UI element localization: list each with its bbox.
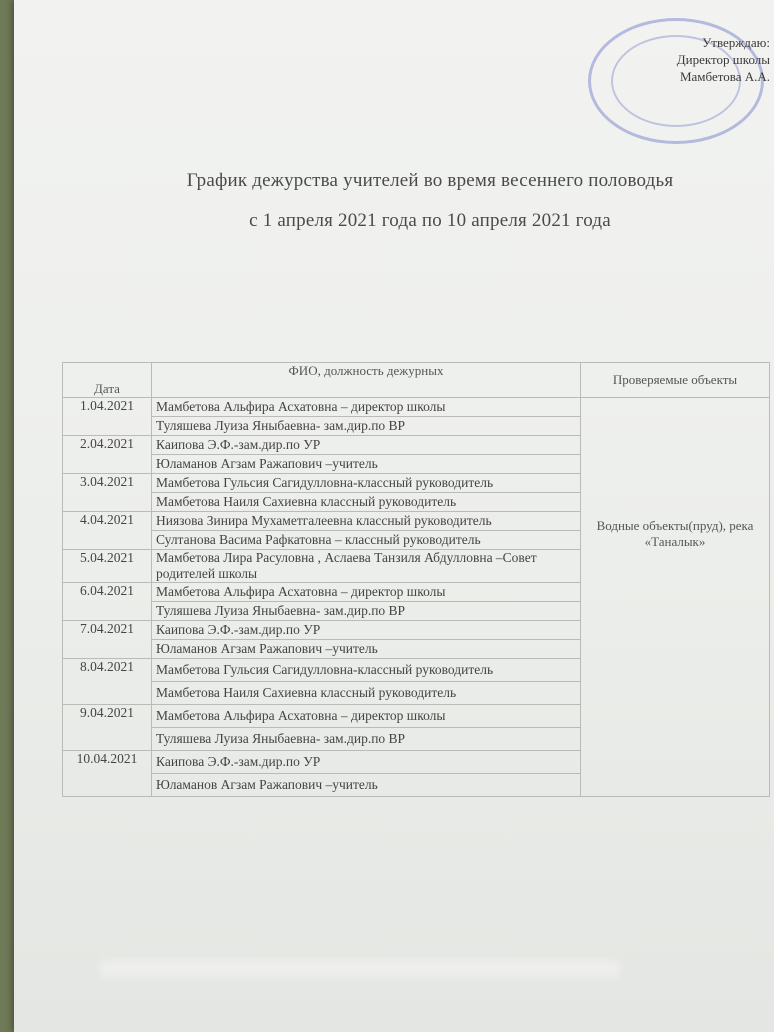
duty-schedule-table — [62, 362, 770, 797]
duty-person-1: Ниязова Зинира Мухаметгалеевна классный руководитель — [152, 512, 581, 531]
duty-person-1: Каипова Э.Ф.-зам.дир.по УР — [152, 436, 581, 455]
duty-person-2: Мамбетова Наиля Сахиевна классный руководитель — [152, 682, 581, 705]
duty-person-2: Юламанов Агзам Ражапович –учитель — [152, 455, 581, 474]
date-cell: 4.04.2021 — [63, 512, 152, 550]
approval-block — [610, 34, 770, 85]
duty-person-1: Мамбетова Альфира Асхатовна – директор школы — [152, 583, 581, 602]
table-body — [63, 398, 770, 797]
document-period: с 1 апреля 2021 года по 10 апреля 2021 года — [249, 210, 611, 231]
header-object: Проверяемые объекты — [581, 363, 770, 398]
date-cell: 8.04.2021 — [63, 659, 152, 705]
duty-person-2: Туляшева Луиза Яныбаевна- зам.дир.по ВР — [152, 602, 581, 621]
header-name: ФИО, должность дежурных — [152, 363, 581, 398]
date-cell: 9.04.2021 — [63, 705, 152, 751]
duty-person-1: Мамбетова Альфира Асхатовна – директор школы — [152, 398, 581, 417]
date-cell: 1.04.2021 — [63, 398, 152, 436]
page-bottom-glare — [100, 960, 620, 978]
table-row — [63, 398, 770, 417]
date-cell: 2.04.2021 — [63, 436, 152, 474]
inspected-object-cell: Водные объекты(пруд), река «Таналык» — [581, 398, 770, 797]
approval-line-1: Утверждаю: — [702, 35, 770, 50]
approval-line-3: Мамбетова А.А. — [679, 69, 770, 84]
duty-person-2: Мамбетова Наиля Сахиевна классный руководитель — [152, 493, 581, 512]
duty-person-1: Каипова Э.Ф.-зам.дир.по УР — [152, 621, 581, 640]
header-date: Дата — [63, 363, 152, 398]
duty-person-1: Мамбетова Гульсия Сагидулловна-классный руководитель — [152, 659, 581, 682]
duty-person-1: Мамбетова Гульсия Сагидулловна-классный руководитель — [152, 474, 581, 493]
duty-person-1: Мамбетова Альфира Асхатовна – директор школы — [152, 705, 581, 728]
duty-person-2: Туляшева Луиза Яныбаевна- зам.дир.по ВР — [152, 728, 581, 751]
duty-person-1: Мамбетова Лира Расуловна , Аслаева Танзиля Абдулловна –Совет родителей школы — [152, 550, 581, 583]
date-cell: 7.04.2021 — [63, 621, 152, 659]
date-cell: 3.04.2021 — [63, 474, 152, 512]
date-cell: 6.04.2021 — [63, 583, 152, 621]
document-title: График дежурства учителей во время весеннего половодья — [186, 170, 674, 191]
approval-line-2: Директор школы — [676, 52, 770, 67]
duty-person-2: Султанова Васима Рафкатовна – классный руководитель — [152, 531, 581, 550]
duty-person-2: Юламанов Агзам Ражапович –учитель — [152, 774, 581, 797]
duty-person-2: Юламанов Агзам Ражапович –учитель — [152, 640, 581, 659]
duty-person-2: Туляшева Луиза Яныбаевна- зам.дир.по ВР — [152, 417, 581, 436]
date-cell: 10.04.2021 — [63, 751, 152, 797]
duty-person-1: Каипова Э.Ф.-зам.дир.по УР — [152, 751, 581, 774]
date-cell: 5.04.2021 — [63, 550, 152, 583]
table-header-row — [63, 363, 770, 398]
